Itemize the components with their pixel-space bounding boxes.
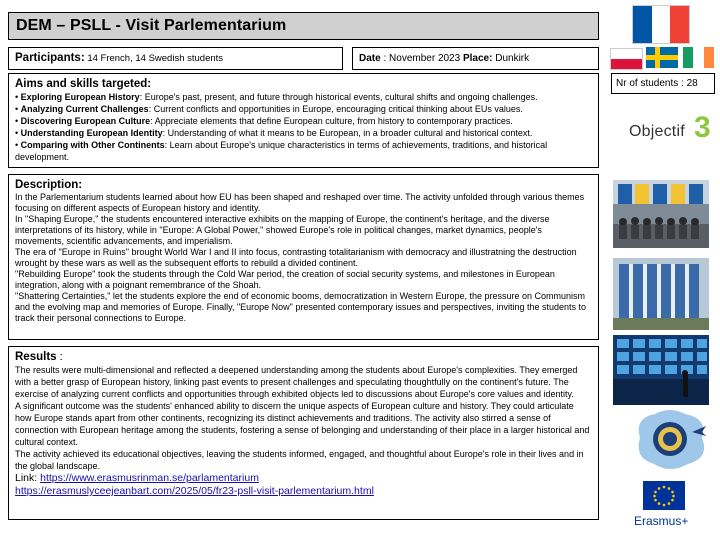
france-flag-icon bbox=[632, 5, 690, 44]
lycee-jeanbart-link[interactable]: https://erasmuslyceejeanbart.com/2025/05/fr23-psll-visit-parlementarium.html bbox=[15, 485, 374, 497]
objectif-3-logo bbox=[628, 113, 716, 149]
date-place-box: Date : November 2023 Place: Dunkirk bbox=[352, 47, 599, 70]
aims-item: • Comparing with Other Continents: Learn about Europe's unique characteristics in terms of achievements, traditions, and historical development. bbox=[15, 140, 548, 162]
link-label: Link: bbox=[15, 472, 41, 484]
title-bar bbox=[8, 12, 599, 40]
aims-item: • Discovering European Culture: Appreciate elements that define European culture, from history to contemporary practices. bbox=[15, 116, 513, 126]
nr-of-students: Nr of students : 28 bbox=[616, 78, 698, 89]
exhibition-photo bbox=[613, 335, 709, 405]
project-emblem bbox=[630, 408, 712, 470]
description-paragraph: In "Shaping Europe," the students encountered interactive exhibits on the mapping of Europe, the continent's heritage, and the diverse interpretations of its history, while in "Europe: A Global Power," showed Europe's role in political changes, market dynamics, people's movements, scientific advancements, and imperialism. bbox=[15, 214, 550, 246]
erasmus-text: Erasmus+ bbox=[634, 514, 689, 528]
date-label: Date bbox=[359, 53, 381, 64]
objectif-number: 3 bbox=[694, 111, 711, 144]
results-heading: Results bbox=[15, 351, 57, 363]
nr-of-students-box bbox=[611, 73, 715, 94]
participants-box: Participants: 14 French, 14 Swedish students bbox=[8, 47, 343, 70]
erasmus-flag-icon bbox=[643, 481, 685, 510]
date-value: November 2023 bbox=[389, 53, 461, 64]
description-paragraph: The era of "Europe in Ruins" brought World War I and II into focus, contrasting totalitarianism with democracy and illustratning the destruction wrought by these wars as well as the subsequent efforts to rebuild a divided continent. bbox=[15, 247, 577, 268]
results-paragraph: A significant outcome was the students' enhanced ability to discern the unique aspects of European culture and history. They could articulate how Europe stands apart from other continents, recognizing its distinct achievements and traditions. The activity also stirred a sense of connection with European heritage among the students, fostering a sense of belonging and understanding of their place in a larger historical and cultural context. bbox=[15, 401, 590, 447]
aims-item: • Analyzing Current Challenges: Current conflicts and opportunities in Europe, encouraging critical thinking about EUs values. bbox=[15, 104, 523, 114]
results-heading-row: Results : bbox=[15, 351, 63, 363]
results-paragraph: The results were multi-dimensional and reflected a deepened understanding among the students about Europe's complexities. They emerged with a better grasp of European history, linking past events to present challenges and speculating thoughtfully on the continent's future. The exercise of analyzing current conflicts and opportunities through exhibited objects led to discussions about Europe's core values and identity. bbox=[15, 365, 578, 399]
participants-label: Participants bbox=[15, 52, 81, 64]
place-value: Dunkirk bbox=[495, 53, 530, 64]
results-paragraph: The activity achieved its educational objectives, leaving the students informed, engaged, and thoughtful about Europe's role in their lives and in the global landscape. bbox=[15, 449, 584, 471]
erasmusrinman-link[interactable]: https://www.erasmusrinman.se/parlamentarium bbox=[40, 472, 259, 484]
page-title: DEM – PSLL - Visit Parlementarium bbox=[16, 17, 287, 34]
description-paragraph: "Shattering Certainties," let the students explore the end of economic booms, democratization in Western Europe, the pressure on Communism and the evolving map and memories of Europe. Finally, "Europe Now" presented contemporary issues and perspectives, inviting the students to track their personal connections to Europe. bbox=[15, 291, 587, 323]
aims-box bbox=[8, 73, 599, 168]
parliament-building-photo bbox=[613, 258, 709, 330]
description-heading: Description: bbox=[15, 179, 83, 191]
aims-item: • Understanding European Identity: Understanding of what it means to be European, in a broader cultural and historical context. bbox=[15, 128, 533, 138]
place-label: Place: bbox=[462, 53, 493, 64]
description-box bbox=[8, 174, 599, 340]
parliament-group-photo bbox=[613, 180, 709, 248]
poland-flag-icon bbox=[610, 48, 643, 70]
objectif-text: Objectif bbox=[629, 123, 685, 140]
ireland-flag-icon bbox=[683, 47, 714, 68]
participants-value: 14 French, 14 Swedish students bbox=[87, 53, 224, 64]
aims-item: • Exploring European History: Europe's past, present, and future through historical events, cultural shifts and ongoing challenges. bbox=[15, 92, 538, 102]
sweden-flag-icon bbox=[646, 47, 678, 68]
results-box bbox=[8, 346, 599, 520]
description-paragraph: "Rebuilding Europe" took the students through the Cold War period, the creation of social security systems, and milestones in European integration, along with a poignant remembrance of the Shoah. bbox=[15, 269, 555, 290]
description-paragraph: In the Parlementarium students learned about how EU has been shaped and reshaped over time. The activity unfolded through various themes focusing on different aspects of European history and identity. bbox=[15, 192, 585, 213]
aims-heading: Aims and skills targeted: bbox=[15, 78, 152, 90]
